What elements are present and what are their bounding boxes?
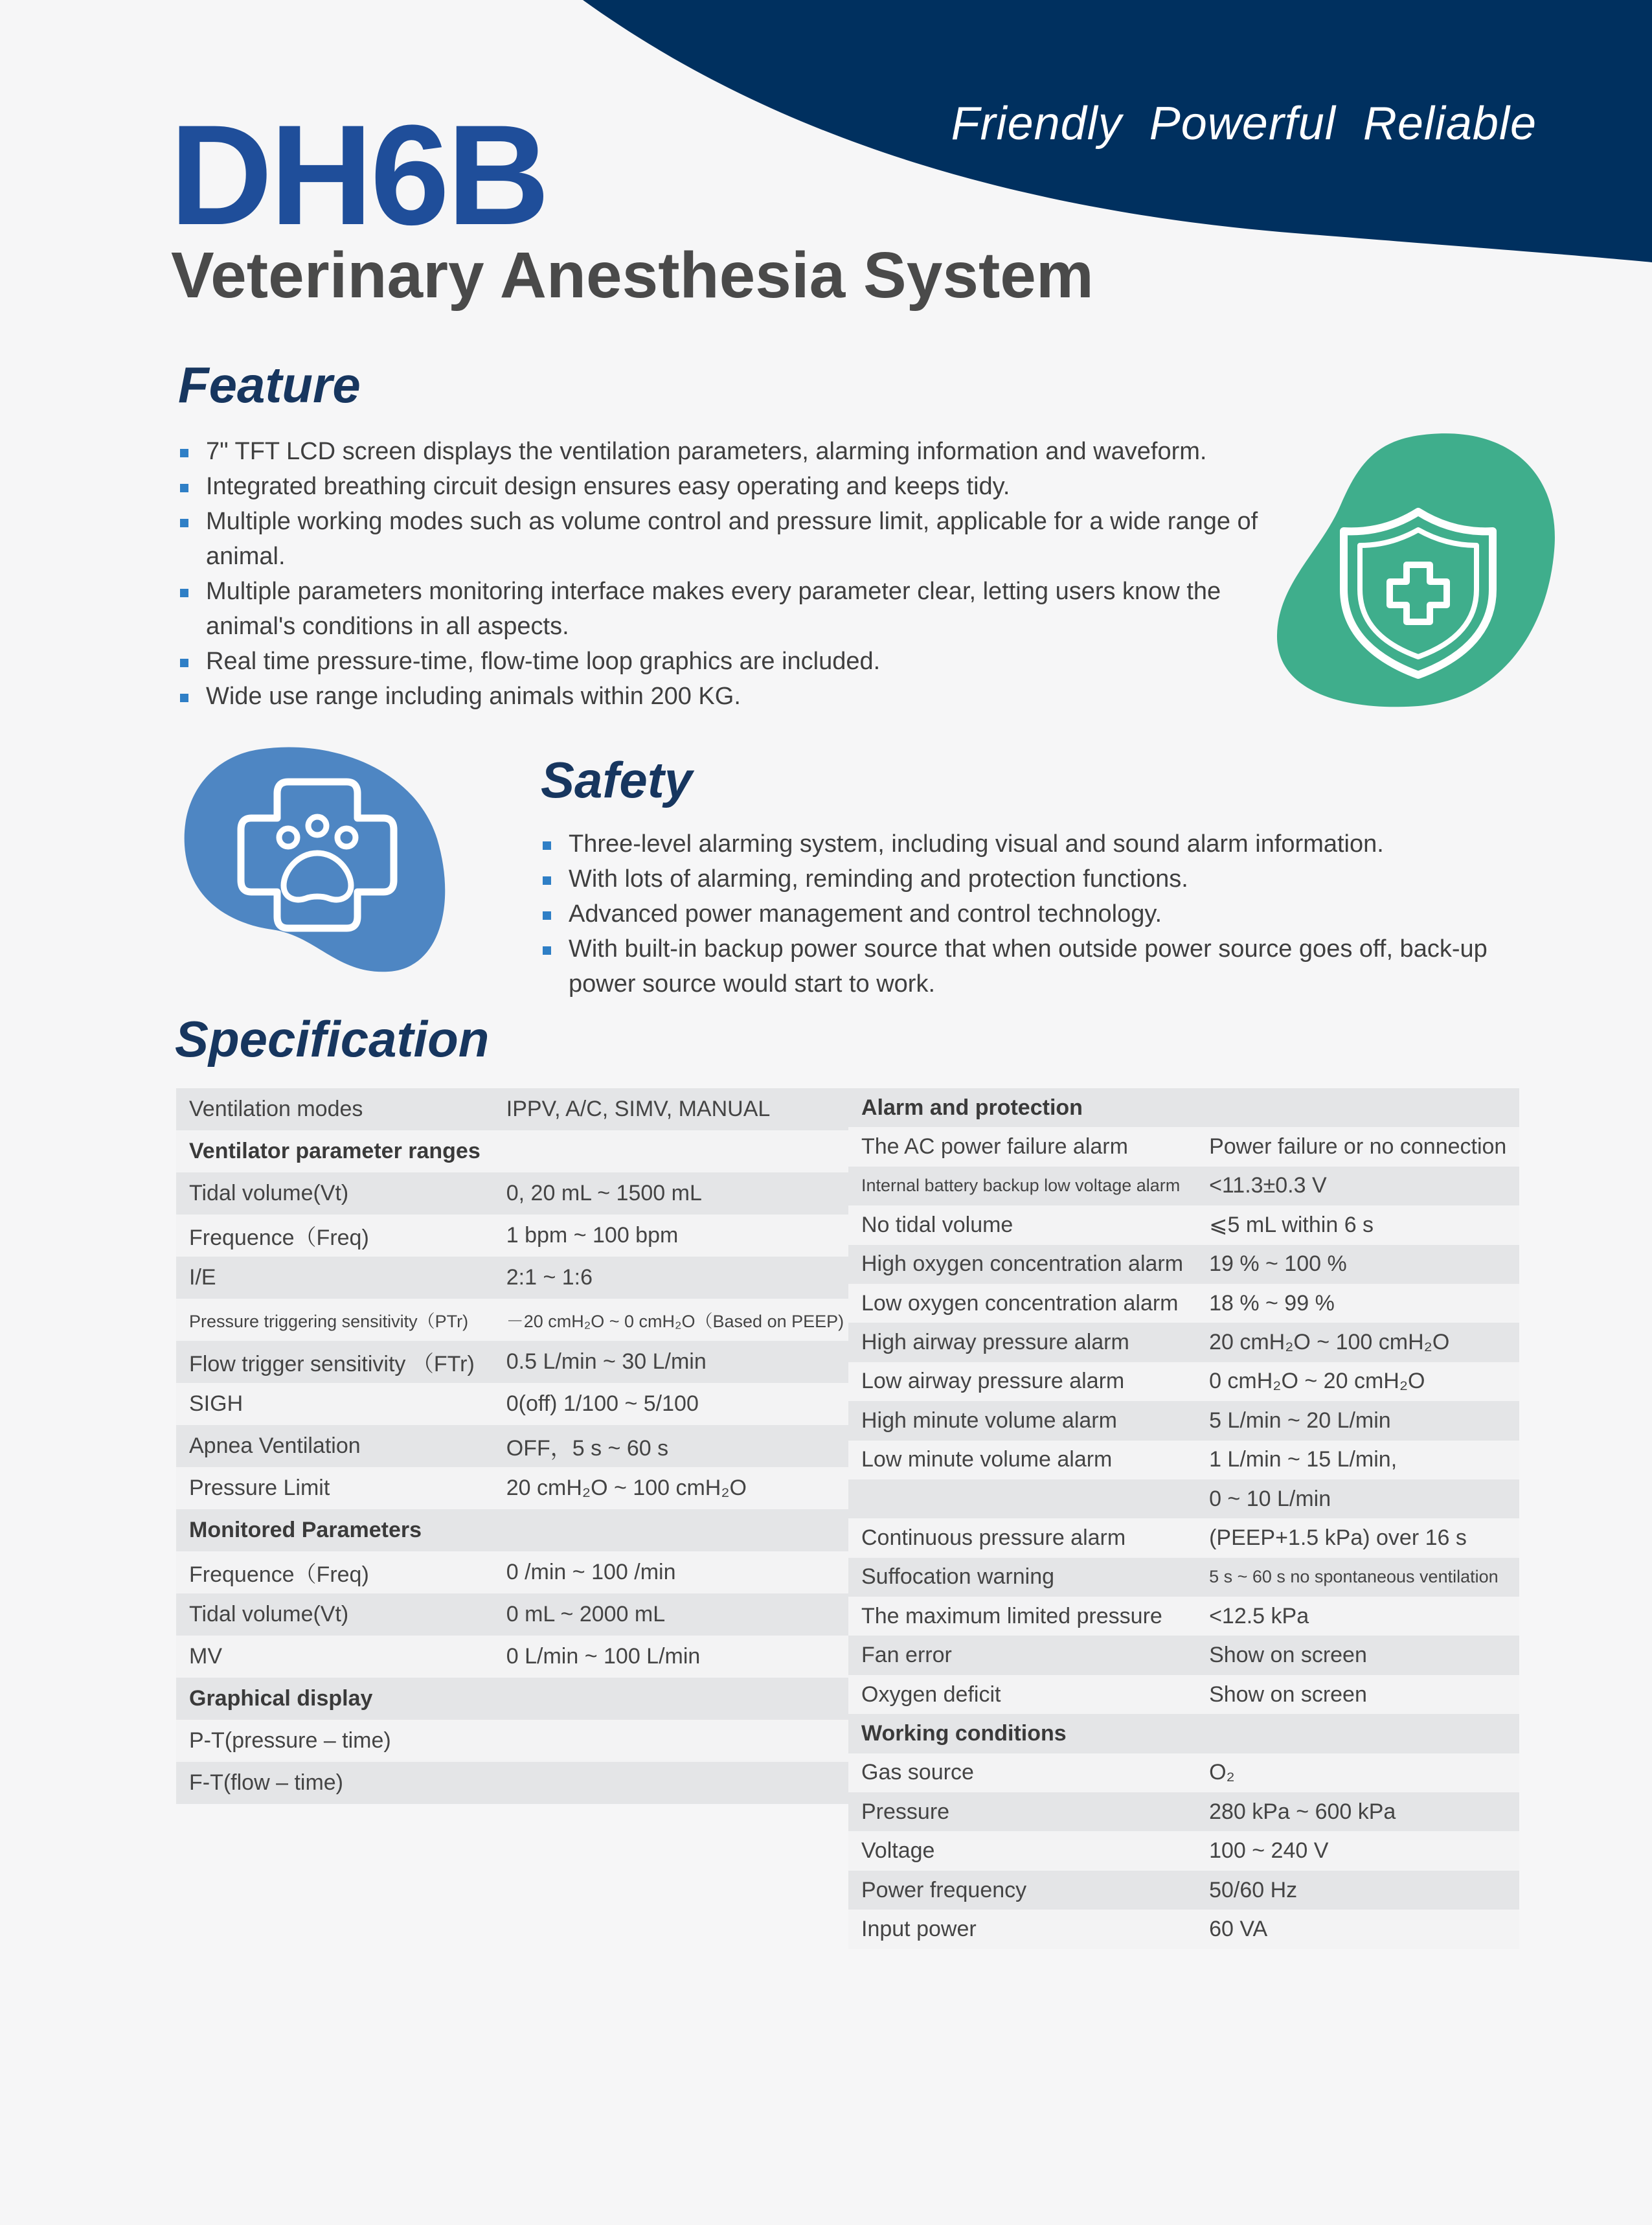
table-cell-label: Oxygen deficit: [848, 1675, 1196, 1714]
paw-cross-icon: [181, 742, 453, 975]
table-row: [848, 1362, 1519, 1401]
table-cell-label: F-T(flow – time): [176, 1762, 493, 1804]
safety-item: With lots of alarming, reminding and protection functions.: [543, 861, 1488, 896]
table-cell-value: －20 cmH₂O ~ 0 cmH₂O（Based on PEEP): [493, 1299, 857, 1341]
table-cell-label: Low oxygen concentration alarm: [848, 1284, 1196, 1323]
table-row: [848, 1401, 1519, 1440]
table-row: [176, 1593, 857, 1636]
table-cell-value: 0(off) 1/100 ~ 5/100: [493, 1383, 857, 1425]
table-cell-label: Input power: [848, 1910, 1196, 1948]
table-row: [848, 1675, 1519, 1714]
safety-title: Safety: [541, 751, 693, 808]
table-row: [848, 1753, 1519, 1792]
table-cell-value: Show on screen: [1196, 1675, 1519, 1714]
table-row: [848, 1597, 1519, 1636]
table-cell-value: 5 s ~ 60 s no spontaneous ventilation: [1196, 1558, 1519, 1597]
feature-item: Wide use range including animals within 200 KG.: [180, 679, 1281, 714]
table-cell-value: [493, 1720, 857, 1762]
table-cell-value: 0 mL ~ 2000 mL: [493, 1593, 857, 1636]
table-cell-label: Ventilation modes: [176, 1088, 493, 1130]
table-cell-label: Pressure: [848, 1792, 1196, 1831]
table-row: [176, 1425, 857, 1467]
table-cell-value: 60 VA: [1196, 1910, 1519, 1948]
table-row: [176, 1762, 857, 1804]
table-cell-label: SIGH: [176, 1383, 493, 1425]
table-cell-value: 0 /min ~ 100 /min: [493, 1551, 857, 1593]
table-cell-value: OFF，5 s ~ 60 s: [493, 1425, 857, 1467]
table-row: [848, 1714, 1519, 1753]
table-cell-value: Power failure or no connection: [1196, 1127, 1519, 1166]
feature-item: Real time pressure-time, flow-time loop graphics are included.: [180, 644, 1281, 679]
table-cell-label: Apnea Ventilation: [176, 1425, 493, 1467]
spec-table-alarm: [848, 1088, 1519, 1949]
table-row: [176, 1088, 857, 1130]
table-cell-label: Low airway pressure alarm: [848, 1362, 1196, 1401]
table-cell-value: [493, 1130, 857, 1172]
table-row: [176, 1257, 857, 1299]
table-cell-value: 0.5 L/min ~ 30 L/min: [493, 1341, 857, 1383]
safety-item: Advanced power management and control technology.: [543, 896, 1488, 931]
table-row: [848, 1831, 1519, 1870]
table-row: [848, 1088, 1519, 1127]
table-cell-label: MV: [176, 1636, 493, 1678]
table-cell-value: 0 L/min ~ 100 L/min: [493, 1636, 857, 1678]
table-section-heading: Monitored Parameters: [176, 1509, 493, 1551]
table-cell-label: Pressure triggering sensitivity（PTr): [176, 1299, 493, 1341]
table-cell-value: 18 % ~ 99 %: [1196, 1284, 1519, 1323]
table-cell-label: Frequence（Freq): [176, 1215, 493, 1257]
table-cell-value: (PEEP+1.5 kPa) over 16 s: [1196, 1518, 1519, 1557]
table-cell-value: 0 ~ 10 L/min: [1196, 1479, 1519, 1518]
table-row: [176, 1720, 857, 1762]
table-row: [176, 1130, 857, 1172]
table-cell-value: 280 kPa ~ 600 kPa: [1196, 1792, 1519, 1831]
table-row: [848, 1518, 1519, 1557]
table-section-heading: Working conditions: [848, 1714, 1196, 1753]
table-cell-label: Internal battery backup low voltage alarm: [848, 1167, 1196, 1205]
table-row: [176, 1551, 857, 1593]
table-cell-value: 100 ~ 240 V: [1196, 1831, 1519, 1870]
table-cell-label: High airway pressure alarm: [848, 1323, 1196, 1362]
table-cell-label: [848, 1479, 1196, 1518]
table-section-heading: Ventilator parameter ranges: [176, 1130, 493, 1172]
table-cell-label: No tidal volume: [848, 1205, 1196, 1244]
table-cell-label: Power frequency: [848, 1871, 1196, 1910]
feature-item: Integrated breathing circuit design ensures easy operating and keeps tidy.: [180, 469, 1281, 504]
table-cell-value: 20 cmH₂O ~ 100 cmH₂O: [1196, 1323, 1519, 1362]
table-row: [176, 1172, 857, 1215]
table-cell-value: [1196, 1714, 1519, 1753]
table-row: [848, 1871, 1519, 1910]
table-cell-value: 1 bpm ~ 100 bpm: [493, 1215, 857, 1257]
table-cell-label: Frequence（Freq): [176, 1551, 493, 1593]
table-cell-value: 19 % ~ 100 %: [1196, 1245, 1519, 1284]
table-cell-label: High oxygen concentration alarm: [848, 1245, 1196, 1284]
table-cell-value: [493, 1509, 857, 1551]
table-cell-label: The maximum limited pressure: [848, 1597, 1196, 1636]
table-row: [848, 1636, 1519, 1674]
table-cell-value: [1196, 1088, 1519, 1127]
table-cell-label: Tidal volume(Vt): [176, 1172, 493, 1215]
table-cell-value: IPPV, A/C, SIMV, MANUAL: [493, 1088, 857, 1130]
feature-item: Multiple working modes such as volume control and pressure limit, applicable for a wide range of animal.: [180, 504, 1281, 574]
shield-plus-icon: [1269, 421, 1567, 713]
table-row: [176, 1509, 857, 1551]
table-section-heading: Alarm and protection: [848, 1088, 1196, 1127]
specification-title: Specification: [175, 1010, 490, 1067]
table-cell-value: [493, 1762, 857, 1804]
table-cell-value: [493, 1678, 857, 1720]
table-cell-label: Voltage: [848, 1831, 1196, 1870]
feature-list: [180, 434, 1281, 714]
table-row: [176, 1299, 857, 1341]
table-cell-value: <12.5 kPa: [1196, 1597, 1519, 1636]
tagline: Friendly Powerful Reliable: [951, 98, 1537, 150]
table-cell-label: The AC power failure alarm: [848, 1127, 1196, 1166]
table-row: [848, 1479, 1519, 1518]
table-cell-label: Flow trigger sensitivity （FTr): [176, 1341, 493, 1383]
table-cell-label: Continuous pressure alarm: [848, 1518, 1196, 1557]
table-row: [176, 1383, 857, 1425]
spec-table-ventilator: [176, 1088, 857, 1804]
table-row: [176, 1678, 857, 1720]
table-cell-value: 0 cmH₂O ~ 20 cmH₂O: [1196, 1362, 1519, 1401]
table-cell-value: 5 L/min ~ 20 L/min: [1196, 1401, 1519, 1440]
table-cell-value: 0, 20 mL ~ 1500 mL: [493, 1172, 857, 1215]
table-cell-value: 2:1 ~ 1:6: [493, 1257, 857, 1299]
model-name: DH6B: [170, 95, 547, 255]
table-cell-value: 20 cmH₂O ~ 100 cmH₂O: [493, 1467, 857, 1509]
table-cell-label: Low minute volume alarm: [848, 1441, 1196, 1479]
table-row: [176, 1215, 857, 1257]
table-cell-label: Fan error: [848, 1636, 1196, 1674]
table-row: [848, 1205, 1519, 1244]
table-cell-label: Pressure Limit: [176, 1467, 493, 1509]
table-cell-value: 1 L/min ~ 15 L/min,: [1196, 1441, 1519, 1479]
table-cell-label: Tidal volume(Vt): [176, 1593, 493, 1636]
table-cell-value: 50/60 Hz: [1196, 1871, 1519, 1910]
safety-item: Three-level alarming system, including visual and sound alarm information.: [543, 827, 1488, 861]
table-cell-value: <11.3±0.3 V: [1196, 1167, 1519, 1205]
table-row: [848, 1910, 1519, 1948]
table-section-heading: Graphical display: [176, 1678, 493, 1720]
table-cell-value: ⩽5 mL within 6 s: [1196, 1205, 1519, 1244]
safety-list: [543, 827, 1488, 1001]
feature-item: 7" TFT LCD screen displays the ventilation parameters, alarming information and waveform.: [180, 434, 1281, 469]
table-row: [848, 1245, 1519, 1284]
table-row: [848, 1284, 1519, 1323]
feature-title: Feature: [178, 356, 361, 413]
table-row: [848, 1167, 1519, 1205]
table-row: [848, 1792, 1519, 1831]
table-row: [848, 1558, 1519, 1597]
table-cell-value: Show on screen: [1196, 1636, 1519, 1674]
table-row: [848, 1127, 1519, 1166]
table-cell-label: Suffocation warning: [848, 1558, 1196, 1597]
table-cell-label: Gas source: [848, 1753, 1196, 1792]
table-row: [176, 1467, 857, 1509]
page-subtitle: Veterinary Anesthesia System: [171, 239, 1094, 312]
table-row: [176, 1636, 857, 1678]
table-row: [848, 1441, 1519, 1479]
table-cell-label: I/E: [176, 1257, 493, 1299]
table-row: [176, 1341, 857, 1383]
table-row: [848, 1323, 1519, 1362]
table-cell-value: O₂: [1196, 1753, 1519, 1792]
table-cell-label: High minute volume alarm: [848, 1401, 1196, 1440]
safety-item: With built-in backup power source that when outside power source goes off, back-up power source would start to work.: [543, 931, 1488, 1001]
table-cell-label: P-T(pressure – time): [176, 1720, 493, 1762]
feature-item: Multiple parameters monitoring interface makes every parameter clear, letting users know the animal's conditions in all aspects.: [180, 574, 1274, 644]
